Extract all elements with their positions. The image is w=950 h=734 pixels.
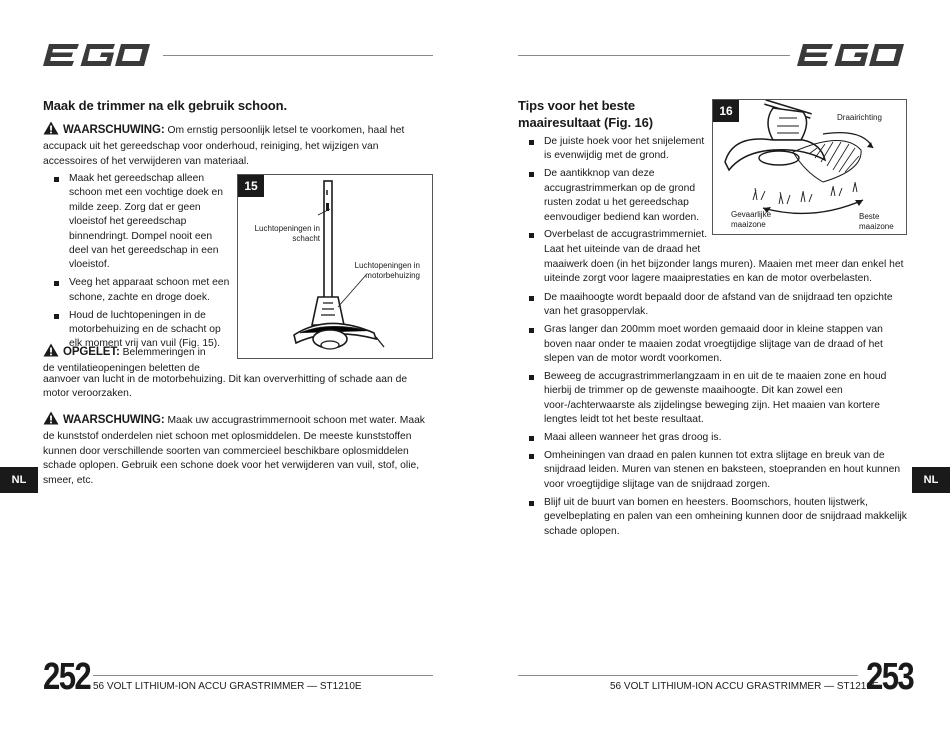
list-item: De aantikknop van deze accugrastrimmerkan op de grond rusten zodat u het gereedschap eenvoudiger bediend kan worden. — [518, 167, 708, 225]
figure-number: 16 — [713, 100, 739, 122]
warning-label: WAARSCHUWING: — [63, 124, 165, 136]
caution-text-2: de ventilatieopeningen beletten de — [43, 363, 200, 375]
warning-text: Maak uw accugrastrimmernooit schoon met water. Maak de kunststof onderdelen niet schoon met oplosmiddelen. De meeste kunststoffen kunnen door verschillende soorten van commercieel beschikbare oplosmiddelen schade oplopen. Gebruik een schone doek voor het verwijderen van vuil, stof, olie, smeer, etc. — [43, 415, 425, 486]
figure-number: 15 — [238, 175, 264, 197]
caution-label: OPGELET: — [63, 346, 120, 358]
warning-label: WAARSCHUWING: — [63, 414, 165, 426]
section-heading: Maak de trimmer na elk gebruik schoon. — [43, 98, 288, 113]
tips-bullets-wide — [518, 291, 910, 543]
warning-triangle-icon — [43, 343, 59, 362]
figure-16 — [712, 99, 907, 235]
header-rule — [518, 55, 790, 56]
danger-zone-label: Gevaarlijke maaizone — [731, 210, 772, 229]
list-item: Gras langer dan 200mm moet worden gemaaid door in kleine stappen van boven naar onder te maaien zodat vroegtijdige slijtage van de draad of het slepen van de motor wordt voorkomen. — [518, 323, 910, 366]
list-item: Houd de luchtopeningen in de motorbehuizing en de schacht op elk moment vrij van vuil (Fig. 15). — [43, 309, 233, 352]
caution-text-3: aanvoer van lucht in de motorbehuizing. Dit kan oververhitting of schade aan de motor veroorzaken. — [43, 374, 408, 400]
list-item: De maaihoogte wordt bepaald door de afstand van de snijdraad ten opzichte van het grasoppervlak. — [518, 291, 910, 320]
warning-block-1 — [43, 121, 433, 169]
motor-vent-label: Luchtopeningen in motorbehuizing — [354, 261, 420, 280]
footer-rule — [93, 675, 433, 676]
footer-title-left: 56 VOLT LITHIUM-ION ACCU GRASTRIMMER — ST1210E — [93, 681, 362, 692]
best-zone-label: Beste maaizone — [859, 212, 894, 231]
header-rule — [163, 55, 433, 56]
figure-15 — [237, 174, 433, 359]
list-item: Omheiningen van draad en palen kunnen tot extra slijtage en breuk van de snijdraad leiden. Muren van stenen en baksteen, stoepranden en hout kunnen voor vroegtijdige slijtage van de snijdraad zorgen. — [518, 449, 910, 492]
ego-logo — [797, 42, 905, 68]
warning-text-cont: accupack uit het gereedschap voor onderhoud, reiniging, het wijzigen van accessoires of het verwijderen van materiaal. — [43, 141, 379, 167]
list-item: Overbelast de accugrastrimmerniet. Laat het uiteinde van de draad het — [518, 228, 708, 257]
cleaning-bullets — [43, 172, 233, 355]
list-item: Veeg het apparaat schoon met een schone, zachte en droge doek. — [43, 276, 233, 305]
tips-bullets-narrow — [518, 135, 708, 261]
caution-text: Belemmeringen in — [122, 347, 206, 358]
list-item: De juiste hoek voor het snijelement is evenwijdig met de grond. — [518, 135, 708, 164]
warning-triangle-icon — [43, 121, 59, 140]
footer-rule — [518, 675, 858, 676]
list-item: Maak het gereedschap alleen schoon met een vochtige doek en milde zeep. Zorg dat er geen vloeistof het gereedschap binnendringt. Dompel nooit een deel van het gereedschap in een vloeistof. — [43, 172, 233, 273]
warning-block-2 — [43, 411, 435, 488]
warning-text: Om ernstig persoonlijk letsel te voorkomen, haal het — [167, 125, 405, 136]
list-item: Blijf uit de buurt van bomen en heesters. Boomschors, houten lijstwerk, gevelbeplating en palen van een omheining kunnen door de snijdraad makkelijk schade oplopen. — [518, 496, 910, 539]
list-item: Beweeg de accugrastrimmerlangzaam in en uit de te maaien zone en houd hierbij de trimmer op de gewenste maaihoogte. Dit kan zowel een voor-/achterwaarste als zijdelingse beweging zijn. Het maaien van kortere lengtes leidt tot het beste resultaat. — [518, 370, 910, 428]
ego-logo — [43, 42, 151, 68]
language-tab-left: NL — [0, 467, 38, 493]
warning-triangle-icon — [43, 411, 59, 430]
rotation-label: Draairichting — [837, 113, 882, 122]
caution-block — [43, 343, 233, 377]
overload-text-cont: maaiwerk doen (in het bijzonder langs muren). Maaien met meer dan enkel het uiteinde zorgt voor lagere maaiprestaties en kan de motor overbelasten. — [544, 259, 904, 285]
page-number-left: 252 — [43, 656, 91, 698]
shaft-vent-label: Luchtopeningen in schacht — [254, 224, 320, 243]
tips-heading: Tips voor het beste maairesultaat (Fig. 16) — [518, 98, 653, 130]
language-tab-right: NL — [912, 467, 950, 493]
list-item: Maai alleen wanneer het gras droog is. — [518, 431, 910, 445]
footer-title-right: 56 VOLT LITHIUM-ION ACCU GRASTRIMMER — ST1210E — [610, 681, 879, 692]
page-number-right: 253 — [866, 656, 914, 698]
